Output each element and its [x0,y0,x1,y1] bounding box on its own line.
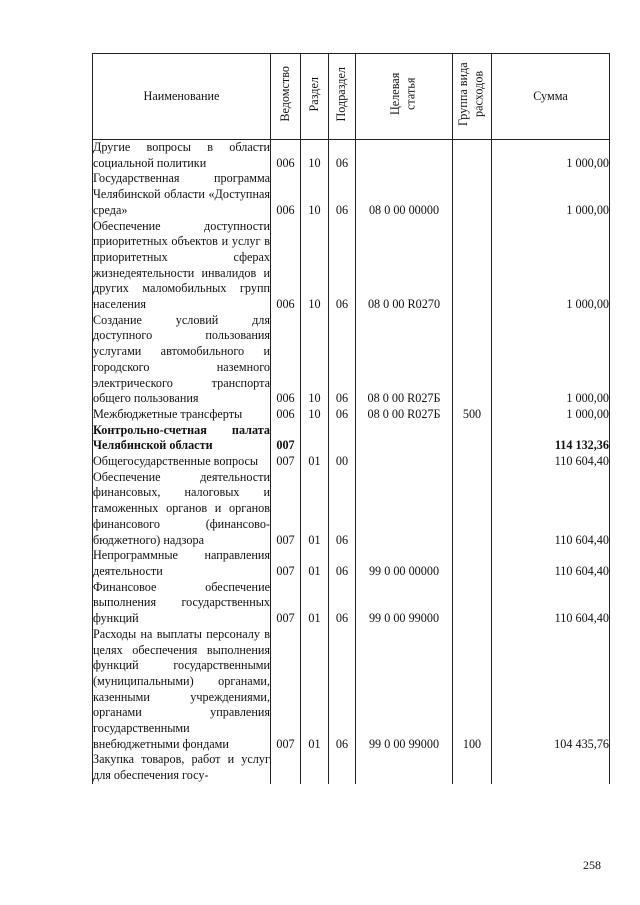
row-target: 08 0 00 R027Б [356,313,453,407]
row-target: 99 0 00 99000 [356,627,453,753]
table-row [93,171,610,218]
row-target: 99 0 00 00000 [356,548,453,579]
row-dept: 006 [271,313,301,407]
row-section: 10 [301,407,329,423]
row-subsection: 06 [329,313,356,407]
row-section [301,423,329,454]
row-subsection: 00 [329,454,356,470]
row-sum: 104 435,76 [492,627,610,753]
row-section: 01 [301,627,329,753]
row-target: 08 0 00 R027Б [356,407,453,423]
row-section: 01 [301,454,329,470]
row-section: 10 [301,171,329,218]
table-row [93,580,610,627]
row-dept: 007 [271,470,301,549]
row-name: Государственная программа Челябинской области «Доступная среда» [93,171,270,217]
row-section: 10 [301,140,329,172]
table-row [93,548,610,579]
row-dept: 006 [271,171,301,218]
row-name: Обеспечение деятельности финансовых, налоговых и таможенных органов и органов финансового (финансово-бюджетного) надзора [93,469,270,547]
row-group [453,423,492,454]
table-header-row [93,54,610,140]
row-dept [271,752,301,783]
row-sum: 1 000,00 [492,313,610,407]
row-subsection: 06 [329,580,356,627]
row-group [453,752,492,783]
row-subsection: 06 [329,407,356,423]
header-group: Группа вида расходов [456,62,486,126]
row-sum: 1 000,00 [492,171,610,218]
row-sum: 110 604,40 [492,580,610,627]
row-group: 500 [453,407,492,423]
row-dept: 007 [271,580,301,627]
row-target [356,470,453,549]
row-group [453,140,492,172]
row-sum: 1 000,00 [492,407,610,423]
row-sum: 110 604,40 [492,548,610,579]
table-row [93,627,610,753]
table-row [93,407,610,423]
row-group [453,313,492,407]
table-row [93,313,610,407]
row-sum: 1 000,00 [492,219,610,313]
row-target [356,752,453,783]
row-section: 10 [301,313,329,407]
row-sum [492,752,610,783]
row-target [356,423,453,454]
header-section: Раздел [306,76,321,112]
row-name: Общегосударственные вопросы [93,454,271,470]
header-subsection: Подраздел [334,66,349,122]
row-name: Обеспечение доступности приоритетных объектов и услуг в приоритетных сферах жизнедеятельности инвалидов и других маломобильных групп населения [93,218,270,312]
row-sum: 110 604,40 [492,470,610,549]
row-subsection: 06 [329,171,356,218]
row-name: Другие вопросы в области социальной политики [93,140,270,170]
row-group [453,470,492,549]
table-row [93,140,610,172]
table-row [93,423,610,454]
table-row [93,752,610,783]
row-target [356,454,453,470]
row-dept: 006 [271,140,301,172]
row-name: Финансовое обеспечение выполнения государственных функций [93,579,270,626]
row-name: Непрограммные направления деятельности [93,548,270,578]
row-sum: 110 604,40 [492,454,610,470]
row-dept: 007 [271,454,301,470]
row-target: 08 0 00 00000 [356,171,453,218]
row-sum: 114 132,36 [492,423,610,454]
row-name: Межбюджетные трансферты [93,407,271,423]
table-row [93,219,610,313]
row-subsection: 06 [329,627,356,753]
row-section [301,752,329,783]
row-subsection: 06 [329,219,356,313]
table-row [93,470,610,549]
row-section: 01 [301,470,329,549]
row-name: Расходы на выплаты персоналу в целях обеспечения выполнения функций государственными (муниципальными) органами, казенными учреждениями, органами управления государственными внебюджетными фондами [93,626,270,751]
row-group [453,171,492,218]
row-group: 100 [453,627,492,753]
row-sum: 1 000,00 [492,140,610,172]
row-dept: 007 [271,548,301,579]
table-row [93,454,610,470]
row-target: 99 0 00 99000 [356,580,453,627]
row-group [453,548,492,579]
row-section: 10 [301,219,329,313]
row-target [356,140,453,172]
row-name: Закупка товаров, работ и услуг для обеспечения госу- [93,752,270,783]
header-target: Целевая статья [388,72,418,116]
row-name: Контрольно-счетная палата Челябинской области [93,422,270,453]
row-section: 01 [301,580,329,627]
row-dept: 007 [271,627,301,753]
header-sum: Сумма [492,54,610,140]
row-subsection [329,423,356,454]
row-dept: 006 [271,219,301,313]
row-name: Создание условий для доступного пользования услугами автомобильного и городского наземного электрического транспорта общего пользования [93,312,270,406]
row-group [453,454,492,470]
row-group [453,580,492,627]
row-subsection: 06 [329,548,356,579]
row-group [453,219,492,313]
row-subsection [329,752,356,783]
header-dept: Ведомство [277,66,292,122]
row-subsection: 06 [329,140,356,172]
row-target: 08 0 00 R0270 [356,219,453,313]
row-section: 01 [301,548,329,579]
row-dept: 007 [271,423,301,454]
budget-table [92,53,610,784]
page-number: 258 [583,858,601,872]
header-name: Наименование [93,54,271,140]
row-dept: 006 [271,407,301,423]
row-subsection: 06 [329,470,356,549]
